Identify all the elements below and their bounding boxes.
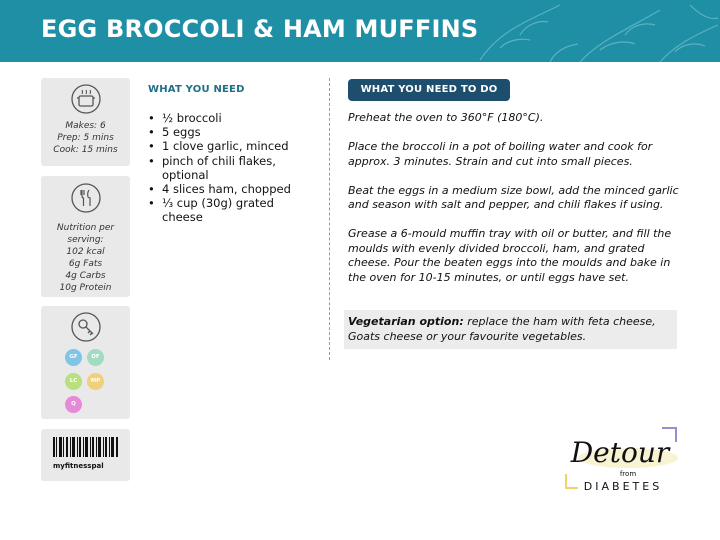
timing-card bbox=[41, 78, 130, 166]
prep-text: Prep: 5 mins bbox=[57, 133, 114, 143]
list-item: • ½ broccoli bbox=[148, 111, 318, 125]
diet-tag-gf: GF bbox=[65, 349, 82, 366]
key-icon bbox=[71, 312, 101, 342]
step-text: Preheat the oven to 360°F (180°C). bbox=[348, 111, 544, 124]
step-text: Grease a 6-mould muffin tray with oil or butter, and fill the moulds with evenly divided broccoli, ham, and grated cheese. Pour the beaten eggs into the moulds and bake in the oven for 10-15 minutes, or until eggs have set. bbox=[348, 227, 672, 284]
list-item: • 5 eggs bbox=[148, 125, 318, 139]
nutrition-heading-line2: serving: bbox=[67, 235, 104, 245]
fats-text: 6g Fats bbox=[68, 259, 103, 269]
protein-text: 10g Protein bbox=[59, 283, 112, 293]
step-text: Place the broccoli in a pot of boiling water and cook for approx. 3 minutes. Strain and cut into small pieces. bbox=[348, 140, 653, 168]
myfitnesspal-label: myfitnesspal bbox=[53, 462, 104, 470]
detour-from-diabetes-logo bbox=[558, 416, 684, 500]
page-title: EGG BROCCOLI & HAM MUFFINS bbox=[41, 15, 479, 43]
list-item: • 4 slices ham, chopped bbox=[148, 182, 318, 196]
carbs-text: 4g Carbs bbox=[65, 271, 106, 281]
svg-text:Detour: Detour bbox=[570, 436, 670, 469]
cook-text: Cook: 15 mins bbox=[53, 145, 118, 155]
list-item: • 1 clove garlic, minced bbox=[148, 139, 318, 153]
nutrition-heading-line1: Nutrition per bbox=[56, 223, 115, 233]
barcode-icon bbox=[53, 437, 119, 457]
list-item: • pinch of chili flakes, optional bbox=[148, 154, 318, 182]
nutrition-card bbox=[41, 176, 130, 297]
vegetarian-label: Vegetarian option: bbox=[348, 315, 464, 328]
ingredients-heading: WHAT YOU NEED bbox=[148, 84, 245, 95]
diet-tag-mp: MP bbox=[87, 373, 104, 390]
myfitnesspal-card[interactable] bbox=[41, 429, 130, 481]
diet-tag-q: Q bbox=[65, 396, 82, 413]
diet-key-card bbox=[41, 306, 130, 419]
vegetarian-note bbox=[344, 310, 677, 349]
vegetarian-text: replace the ham with feta cheese, Goats cheese or your favourite vegetables. bbox=[348, 315, 656, 343]
utensils-icon bbox=[71, 183, 101, 213]
cooking-pot-icon bbox=[71, 84, 101, 114]
method-heading: WHAT YOU NEED TO DO bbox=[348, 79, 510, 101]
column-divider bbox=[329, 78, 330, 360]
diet-tag-df: DF bbox=[87, 349, 104, 366]
svg-text:DIABETES: DIABETES bbox=[583, 480, 663, 493]
kcal-text: 102 kcal bbox=[66, 247, 105, 257]
step-text: Beat the eggs in a medium size bowl, add the minced garlic and season with salt and pepper, and chili flakes if using. bbox=[348, 183, 679, 211]
header-banner bbox=[0, 0, 720, 62]
ingredients-list bbox=[148, 111, 318, 225]
makes-text: Makes: 6 bbox=[65, 121, 106, 131]
leaf-pattern-icon bbox=[460, 0, 720, 62]
list-item: • ⅓ cup (30g) grated cheese bbox=[148, 196, 318, 224]
method-steps bbox=[348, 111, 688, 300]
svg-text:from: from bbox=[619, 470, 637, 478]
diet-tag-lc: LC bbox=[65, 373, 82, 390]
